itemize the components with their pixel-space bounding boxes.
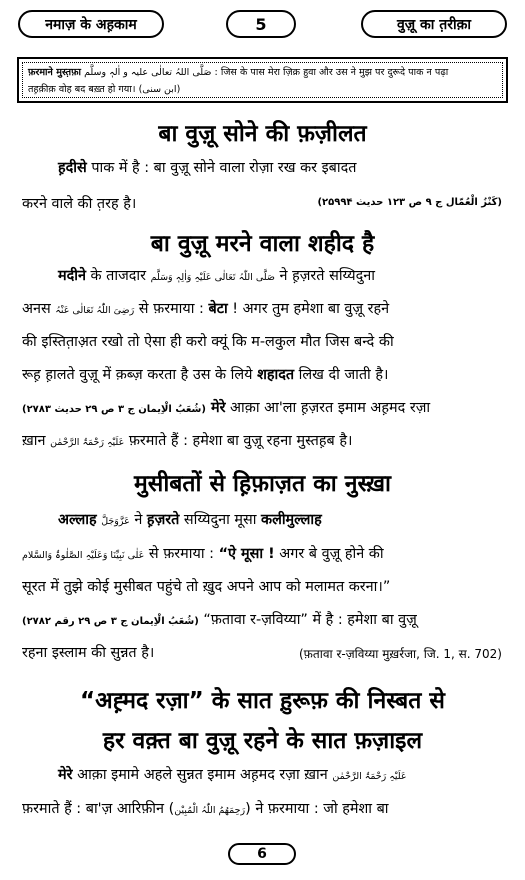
sec2-bold-shahadat: शहादत bbox=[257, 367, 295, 383]
sec2-text-4a: रूह़ ह़ालते वुज़ू में क़ब्ज़ करता है उस के लिये bbox=[22, 367, 258, 383]
sec2-reference: (شُعَبُ الْاِیمان ج ۳ ص ۲۹ حدیث ۲۷۸۳) bbox=[22, 404, 206, 415]
sec3-bold-allah: अल्लाह bbox=[58, 512, 97, 528]
sec2-text-4b: लिख दी जाती है। bbox=[294, 367, 389, 383]
sec3-line-4 bbox=[22, 610, 502, 629]
sec2-line-3: की इस्तित़ाअ़त रखो तो ऐसा ही करो क्यूं कि म-लकुल मौत जिस बन्दे की bbox=[22, 334, 394, 350]
sec3-text-4: “फ़तावा र-ज़विय्या” में है : हमेशा बा वुज़ू bbox=[198, 612, 417, 628]
sec3-fatawa-reference: (फ़तावा र-ज़विय्या मुख़र्रजा, जि. 1, स. 702) bbox=[299, 647, 502, 661]
sec1-text-2: करने वाले की त़रह है। bbox=[22, 196, 137, 212]
sec3-line-2 bbox=[22, 544, 502, 563]
sec4-rahimahum: رَحِمَھُمُ اللّٰہُ الْمُبِیْن bbox=[174, 805, 246, 816]
farman-line-1 bbox=[28, 64, 498, 81]
farman-label: फ़रमाने मुस्त़फ़ा bbox=[28, 67, 82, 78]
header-chapter-title: वुज़ू का त़रीक़ा bbox=[361, 10, 507, 38]
sec3-line-3: सूरत में तुझे कोई मुसीबत पहुंचे तो ख़ुद अपने आप को मलामत करना।” bbox=[22, 579, 391, 595]
sec2-text-6a: ख़ान bbox=[22, 433, 51, 449]
farman-line-2 bbox=[28, 81, 498, 98]
heading-seven-virtues: हर वक़्त बा वुज़ू रहने के सात फ़ज़ाइल bbox=[102, 728, 423, 754]
sec2-line-1 bbox=[22, 266, 502, 285]
farman-text-2: तह़क़ीक़ वोह बद बख़्त हो गया। bbox=[28, 84, 136, 95]
sec2-salutation: صَلَّی اللّٰہُ تَعَالٰی عَلَیْہِ وَاٰلِہٖ وَسَلَّم bbox=[150, 272, 275, 283]
sec3-reference: (شُعَبُ الْاِیمان ج ۳ ص ۲۹ رقم ۲۷۸۲) bbox=[22, 616, 199, 627]
sec4-line-2 bbox=[22, 799, 502, 818]
sec4-rahmatullah: عَلَیْہِ رَحْمَۃُ الرَّحْمٰن bbox=[332, 771, 407, 782]
heading-die-with-wudu: बा वुज़ू मरने वाला शहीद है bbox=[150, 231, 375, 257]
sec2-line-6 bbox=[22, 431, 502, 450]
farman-source: (ابن سنی) bbox=[138, 84, 181, 95]
sec1-line-2 bbox=[22, 194, 502, 213]
sec1-bold: ह़दीसे bbox=[58, 160, 87, 176]
sec3-text-2a: से फ़रमाया : bbox=[144, 546, 219, 562]
farman-salutation: صَلَّی اللہُ تعالٰی علیہ و اٰلہٖ وسلَّم bbox=[84, 67, 212, 78]
sec3-azzawajal: عَزَّوَجَلَّ bbox=[101, 516, 130, 527]
sec4-bold-mere: मेरे bbox=[58, 767, 73, 783]
sec2-text-2b: से फ़रमाया : bbox=[134, 301, 209, 317]
heading-sleep-with-wudu: बा वुज़ू सोने की फ़ज़ीलत bbox=[158, 121, 367, 147]
sec2-rahmatullah: عَلَیْہِ رَحْمَۃُ الرَّحْمٰن bbox=[50, 437, 125, 448]
sec2-text-2a: अनस bbox=[22, 301, 56, 317]
sec4-text-2b: ) ने फ़रमाया : जो हमेशा बा bbox=[245, 801, 389, 817]
sec3-text-1b: सय्यिदुना मूसा bbox=[179, 512, 262, 528]
sec3-text-1a: ने bbox=[129, 512, 147, 528]
sec2-bold-beta: बेटा bbox=[208, 301, 228, 317]
sec2-bold-madine: मदीने bbox=[58, 268, 86, 284]
sec2-text-6b: फ़रमाते हैं : हमेशा बा वुज़ू रहना मुस्तह़ब है। bbox=[124, 433, 353, 449]
sec1-reference: (کَنْزُ الْعُمّال ج ۹ ص ۱۲۳ حدیث ۲۵۹۹۴) bbox=[317, 197, 502, 208]
sec2-text-5: आक़ा आ'ला ह़ज़रत इमाम अह़मद रज़ा bbox=[225, 400, 431, 416]
sec2-text-1a: के ताजदार bbox=[85, 268, 151, 284]
sec2-text-1b: ने ह़ज़रते सय्यिदुना bbox=[274, 268, 375, 284]
sec3-text-2b: अगर बे वुज़ू होने की bbox=[274, 546, 384, 562]
sec1-line-1 bbox=[22, 158, 502, 177]
sec2-line-2 bbox=[22, 299, 502, 318]
sec3-salutation: عَلٰی نَبِیِّنَا وَعَلَیْہِ الصَّلٰوۃُ وَالسَّلام bbox=[22, 550, 145, 561]
sec3-bold-kalimullah: कलीमुल्लाह bbox=[261, 512, 322, 528]
header-book-title: नमाज़ के अह़काम bbox=[18, 10, 164, 38]
header-page-number: 5 bbox=[226, 10, 296, 38]
sec2-radiallah: رَضِیَ اللّٰہُ تَعَالٰی عَنْہُ bbox=[55, 305, 135, 316]
sec3-line-1 bbox=[22, 510, 502, 529]
footer-page-number: 6 bbox=[228, 843, 296, 865]
sec4-text-2a: फ़रमाते हैं : बा'ज़ आरिफ़ीन ( bbox=[22, 801, 175, 817]
sec2-text-2c: ! अगर तुम हमेशा बा वुज़ू रहने bbox=[227, 301, 390, 317]
heading-protection-remedy: मुसीबतों से ह़िफ़ाज़त का नुस्ख़ा bbox=[134, 471, 391, 497]
farman-box bbox=[17, 57, 508, 103]
sec2-line-5 bbox=[22, 398, 502, 417]
sec2-bold-mere: मेरे bbox=[205, 400, 226, 416]
sec3-bold-hazrate: ह़ज़रते bbox=[146, 512, 180, 528]
heading-seven-letters: “अह़्मद रज़ा” के सात ह़ुरूफ़ की निस्बत से bbox=[80, 688, 445, 714]
farman-text-1: : जिस के पास मेरा ज़िक्र हुवा और उस ने मुझ पर दुरूदे पाक न पढ़ा bbox=[214, 67, 449, 78]
sec4-line-1 bbox=[22, 765, 502, 784]
sec2-line-4 bbox=[22, 365, 502, 384]
sec3-bold-ai-musa: “ऐ मूसा ! bbox=[218, 546, 275, 562]
sec3-line-5 bbox=[22, 643, 502, 662]
sec3-text-5: रहना इस्लाम की सुन्नत है। bbox=[22, 645, 155, 661]
sec4-text-1: आक़ा इमामे अहले सुन्नत इमाम अह़मद रज़ा ख़ान bbox=[72, 767, 333, 783]
sec1-text-1: पाक में है : बा वुज़ू सोने वाला रोज़ा रख कर इबादत bbox=[86, 160, 357, 176]
